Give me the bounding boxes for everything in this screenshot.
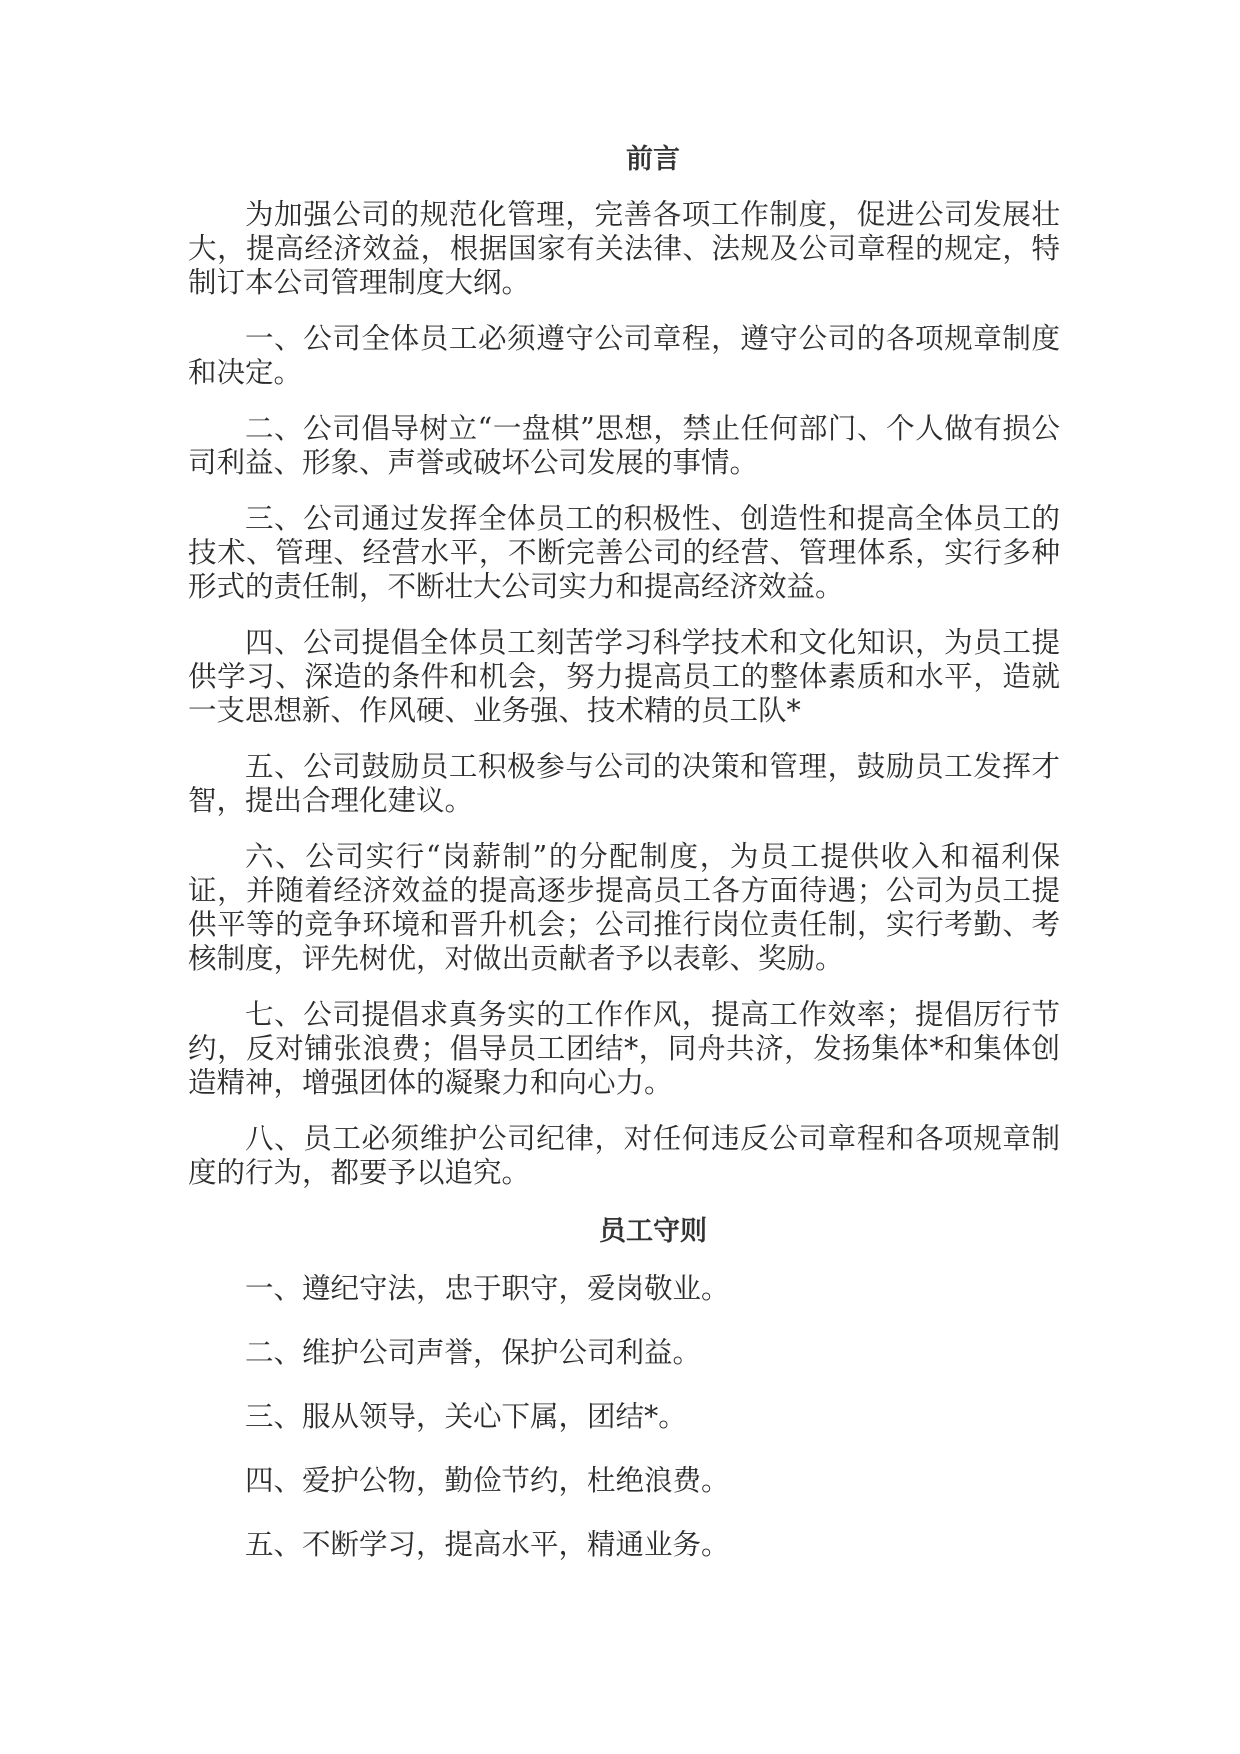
code-of-conduct-title: 员工守则 bbox=[599, 1216, 707, 1247]
preface-article-1: 一、公司全体员工必须遵守公司章程，遵守公司的各项规章制度和决定。 bbox=[188, 322, 1060, 389]
conduct-rule-5: 五、不断学习，提高水平，精通业务。 bbox=[245, 1528, 730, 1561]
document-page bbox=[188, 140, 1060, 1592]
conduct-rule-4: 四、爱护公物，勤俭节约，杜绝浪费。 bbox=[245, 1464, 730, 1497]
preface-title: 前言 bbox=[626, 144, 680, 175]
preface-article-2: 二、公司倡导树立“一盘棋”思想，禁止任何部门、个人做有损公司利益、形象、声誉或破坏公司发展的事情。 bbox=[188, 412, 1060, 479]
preface-article-8: 八、员工必须维护公司纪律，对任何违反公司章程和各项规章制度的行为，都要予以追究。 bbox=[188, 1122, 1060, 1189]
preface-article-4: 四、公司提倡全体员工刻苦学习科学技术和文化知识，为员工提供学习、深造的条件和机会，努力提高员工的整体素质和水平，造就一支思想新、作风硬、业务强、技术精的员工队* bbox=[188, 626, 1060, 727]
conduct-rule-3: 三、服从领导，关心下属，团结*。 bbox=[245, 1400, 687, 1433]
preface-article-6: 六、公司实行“岗薪制”的分配制度，为员工提供收入和福利保证，并随着经济效益的提高逐步提高员工各方面待遇；公司为员工提供平等的竞争环境和晋升机会；公司推行岗位责任制，实行考勤、考核制度，评先树优，对做出贡献者予以表彰、奖励。 bbox=[188, 840, 1060, 975]
preface-intro: 为加强公司的规范化管理，完善各项工作制度，促进公司发展壮大，提高经济效益，根据国家有关法律、法规及公司章程的规定，特制订本公司管理制度大纲。 bbox=[188, 198, 1060, 299]
preface-article-7: 七、公司提倡求真务实的工作作风，提高工作效率；提倡厉行节约，反对铺张浪费；倡导员工团结*，同舟共济，发扬集体*和集体创造精神，增强团体的凝聚力和向心力。 bbox=[188, 998, 1060, 1099]
conduct-rule-2: 二、维护公司声誉，保护公司利益。 bbox=[245, 1336, 702, 1369]
preface-article-5: 五、公司鼓励员工积极参与公司的决策和管理，鼓励员工发挥才智，提出合理化建议。 bbox=[188, 750, 1060, 817]
conduct-rule-1: 一、遵纪守法，忠于职守，爱岗敬业。 bbox=[245, 1272, 730, 1305]
preface-article-3: 三、公司通过发挥全体员工的积极性、创造性和提高全体员工的技术、管理、经营水平，不断完善公司的经营、管理体系，实行多种形式的责任制，不断壮大公司实力和提高经济效益。 bbox=[188, 502, 1060, 603]
